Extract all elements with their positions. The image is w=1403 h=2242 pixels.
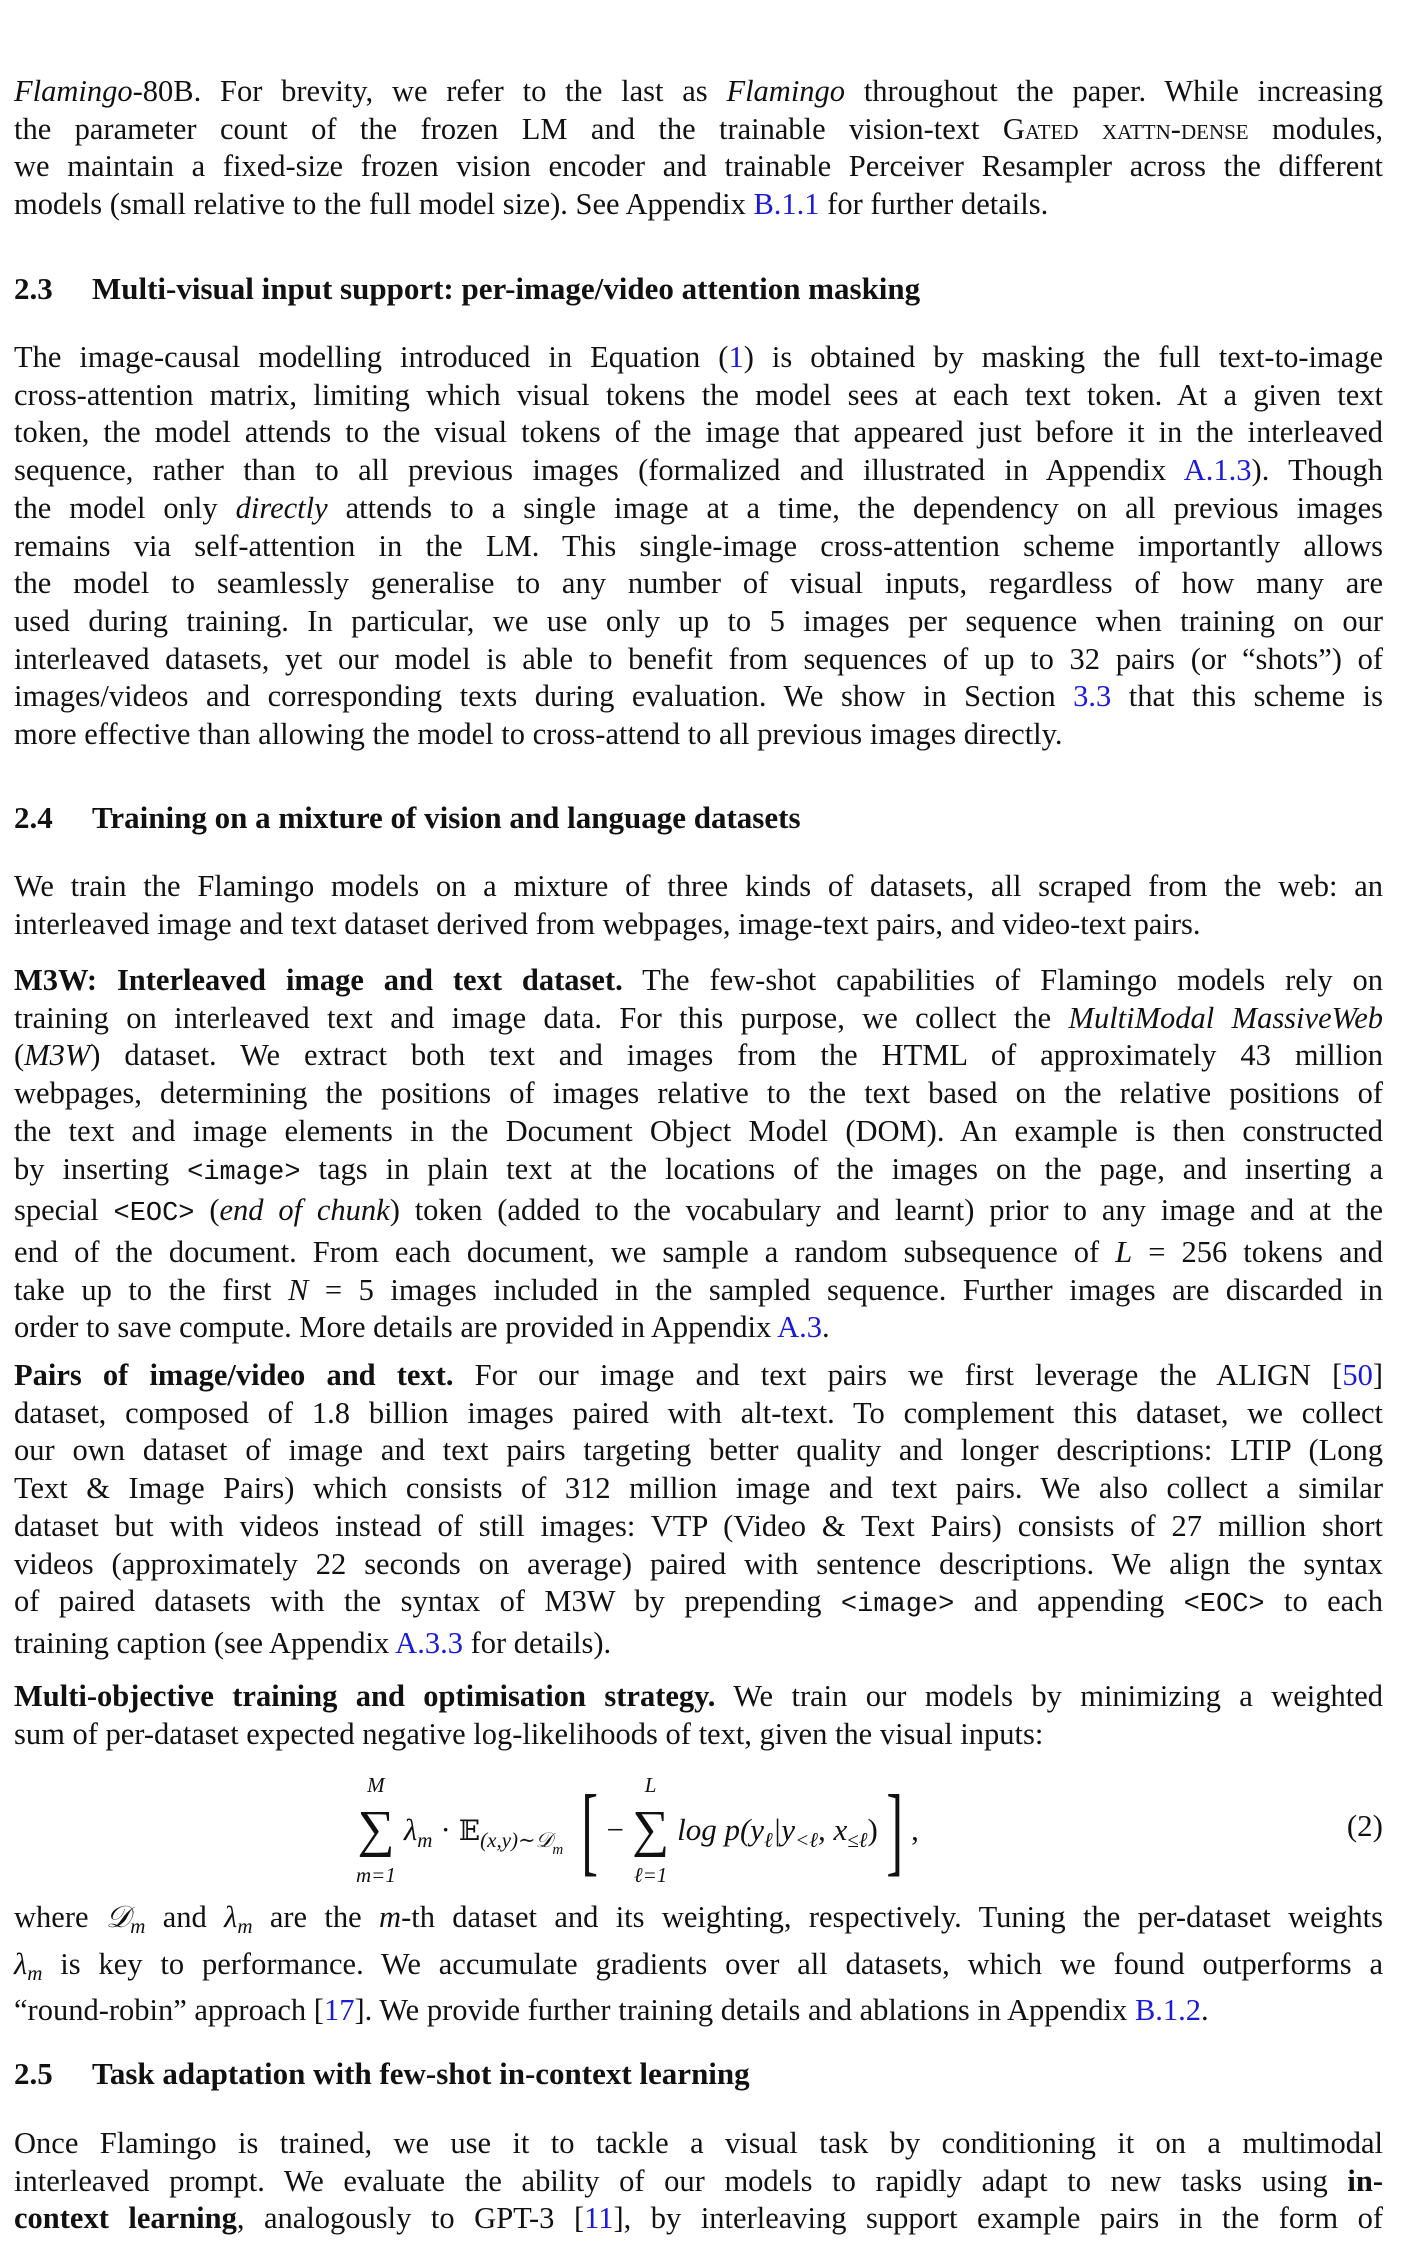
text-line bbox=[14, 1583, 1383, 1625]
text-run: . bbox=[822, 1310, 830, 1345]
text-run: dataset but with videos instead of still images: VTP (Video & Text Pairs) consists of 27 million short bbox=[14, 1508, 1383, 1543]
eq-body: , x bbox=[817, 1812, 848, 1847]
section-number: 2.4 bbox=[14, 800, 53, 835]
text-line bbox=[14, 1992, 1383, 2030]
text-run: training caption (see Appendix bbox=[14, 1625, 396, 1660]
reference-link[interactable]: 11 bbox=[584, 2201, 614, 2236]
paragraph-where bbox=[14, 1899, 1383, 2030]
text-line bbox=[14, 339, 1383, 377]
small-caps-text: Gated xattn-dense bbox=[1002, 111, 1249, 146]
minus: − bbox=[606, 1812, 624, 1847]
lambda-sub: m bbox=[417, 1828, 433, 1852]
text-line bbox=[14, 1625, 1383, 1663]
math-symbol: λ bbox=[14, 1946, 28, 1981]
math-symbol: λ bbox=[224, 1900, 238, 1934]
text-run: models (small relative to the full model size). See Appendix bbox=[14, 187, 754, 222]
text-line bbox=[14, 2163, 1383, 2201]
bold-run-in-heading: in- bbox=[1347, 2163, 1383, 2198]
reference-link[interactable]: B.1.1 bbox=[753, 187, 820, 222]
text-run: We train our models by minimizing a weighted bbox=[715, 1679, 1383, 1713]
text-line bbox=[14, 1357, 1383, 1395]
comma: , bbox=[911, 1812, 919, 1847]
sigma-symbol: ∑ bbox=[632, 1801, 670, 1858]
text-run: ) is obtained by masking the full text-to-image bbox=[743, 340, 1383, 374]
text-line bbox=[14, 111, 1383, 149]
section-heading-2-4 bbox=[14, 800, 801, 836]
text-run: ] bbox=[1372, 1358, 1384, 1392]
italic-text: M3W bbox=[24, 1038, 91, 1073]
text-line bbox=[14, 73, 1383, 111]
text-line bbox=[14, 716, 1383, 754]
text-line bbox=[14, 1432, 1383, 1470]
paragraph-m3w bbox=[14, 962, 1383, 1347]
text-run: We train the Flamingo models on a mixture of three kinds of datasets, all scraped from the web: an bbox=[14, 869, 1383, 903]
equation-number: (2) bbox=[1346, 1808, 1383, 1843]
text-run: that this scheme is bbox=[1111, 679, 1383, 714]
italic-text: Flamingo bbox=[14, 74, 133, 108]
text-run: “round-robin” approach [ bbox=[14, 1993, 324, 2028]
text-run: ) dataset. We extract both text and images from the HTML of approximately 43 million bbox=[90, 1038, 1383, 1073]
text-run: The image-causal modelling introduced in Equation ( bbox=[14, 340, 729, 374]
text-run: videos (approximately 22 seconds on average) paired with sentence descriptions. We align the syntax bbox=[14, 1546, 1383, 1581]
italic-text: end of chunk bbox=[219, 1193, 390, 1228]
text-line bbox=[14, 1546, 1383, 1584]
text-line bbox=[14, 2200, 1383, 2238]
text-run: attends to a single image at a time, the dependency on all previous images bbox=[327, 490, 1383, 525]
paragraph-datasets-intro bbox=[14, 868, 1383, 943]
text-run: special bbox=[14, 1193, 114, 1228]
text-line bbox=[14, 490, 1383, 528]
text-run: the parameter count of the frozen LM and the trainable vision-text bbox=[14, 111, 1003, 146]
text-run: token, the model attends to the visual tokens of the image that appeared just before it in the interleaved bbox=[14, 415, 1383, 450]
reference-link[interactable]: A.1.3 bbox=[1183, 453, 1252, 488]
text-run: for details). bbox=[462, 1625, 612, 1660]
text-run: remains via self-attention in the LM. This single-image cross-attention scheme importantly allows bbox=[14, 528, 1383, 563]
reference-link[interactable]: 3.3 bbox=[1073, 679, 1112, 714]
text-line bbox=[14, 414, 1383, 452]
text-run: dataset, composed of 1.8 billion images paired with alt-text. To complement this dataset, we collect bbox=[14, 1395, 1383, 1430]
text-line bbox=[14, 641, 1383, 679]
text-run: where bbox=[14, 1900, 106, 1934]
text-run: ) token (added to the vocabulary and learnt) prior to any image and at the bbox=[389, 1193, 1383, 1228]
text-run: interleaved image and text dataset derived from webpages, image-text pairs, and video-text pairs. bbox=[14, 906, 1201, 941]
math-symbol: N bbox=[288, 1272, 309, 1307]
text-run: ( bbox=[194, 1193, 220, 1228]
text-run: our own dataset of image and text pairs targeting better quality and longer descriptions: LTIP (Long bbox=[14, 1433, 1383, 1468]
text-run: -80B. For brevity, we refer to the last as bbox=[132, 74, 727, 108]
text-run: more effective than allowing the model to cross-attend to all previous images directly. bbox=[14, 717, 1063, 752]
section-title: Multi-visual input support: per-image/video attention masking bbox=[92, 271, 921, 306]
text-run: we maintain a fixed-size frozen vision encoder and trainable Perceiver Resampler across the different bbox=[14, 149, 1383, 184]
math-subscript: m bbox=[130, 1914, 146, 1938]
reference-link[interactable]: B.1.2 bbox=[1134, 1993, 1202, 2028]
paragraph-attention-masking bbox=[14, 339, 1383, 754]
paragraph-pairs bbox=[14, 1357, 1383, 1663]
text-line bbox=[14, 906, 1383, 944]
text-line bbox=[14, 186, 1383, 224]
text-run: order to save compute. More details are provided in Appendix bbox=[14, 1310, 778, 1345]
section-title: Task adaptation with few-shot in-context learning bbox=[92, 2056, 750, 2091]
text-run: the model only bbox=[14, 490, 236, 525]
text-line bbox=[14, 1234, 1383, 1272]
text-run: training on interleaved text and image data. For this purpose, we collect the bbox=[14, 1000, 1069, 1035]
text-line bbox=[14, 1309, 1383, 1347]
paragraph-model-scaling bbox=[14, 73, 1383, 224]
right-bracket: ] bbox=[886, 1774, 903, 1885]
expectation: 𝔼 bbox=[458, 1813, 481, 1847]
expectation-sub: (x,y)∼𝒟 bbox=[480, 1828, 553, 1852]
text-run: ). Though bbox=[1251, 453, 1383, 488]
text-run: webpages, determining the positions of images relative to the text based on the relative positions of bbox=[14, 1076, 1383, 1111]
text-line bbox=[14, 1075, 1383, 1113]
italic-text: directly bbox=[235, 490, 328, 525]
text-line bbox=[14, 678, 1383, 716]
section-heading-2-5 bbox=[14, 2056, 750, 2092]
text-run: ( bbox=[14, 1038, 25, 1073]
reference-link[interactable]: 1 bbox=[728, 340, 744, 374]
text-line bbox=[14, 528, 1383, 566]
text-run: , analogously to GPT-3 [ bbox=[236, 2201, 585, 2236]
text-run: interleaved prompt. We evaluate the ability of our models to rapidly adapt to new tasks using bbox=[14, 2163, 1348, 2198]
text-run: sequence, rather than to all previous images (formalized and illustrated in Appendix bbox=[14, 453, 1184, 488]
text-line bbox=[14, 1470, 1383, 1508]
text-run: Text & Image Pairs) which consists of 312 million image and text pairs. We also collect a similar bbox=[14, 1471, 1383, 1506]
outer-sum bbox=[356, 1773, 396, 1887]
text-run: images/videos and corresponding texts during evaluation. We show in Section bbox=[14, 679, 1074, 714]
math-symbol: 𝒟 bbox=[105, 1900, 131, 1934]
text-line bbox=[14, 1395, 1383, 1433]
left-bracket: [ bbox=[581, 1774, 599, 1885]
eq-body: |y bbox=[772, 1812, 796, 1847]
text-run: . bbox=[1201, 1993, 1209, 2028]
text-line bbox=[14, 868, 1383, 906]
section-number: 2.5 bbox=[14, 2056, 53, 2091]
eq-sub: <ℓ bbox=[795, 1828, 818, 1852]
paragraph-task-adaptation bbox=[14, 2125, 1383, 2238]
reference-link[interactable]: 17 bbox=[323, 1993, 355, 2028]
text-line bbox=[14, 452, 1383, 490]
bold-run-in-heading: M3W: Interleaved image and text dataset. bbox=[14, 963, 623, 997]
dot: · bbox=[440, 1812, 451, 1847]
text-line bbox=[14, 1946, 1383, 1993]
text-run: of paired datasets with the syntax of M3W by prepending bbox=[14, 1584, 841, 1619]
math-subscript: m bbox=[237, 1914, 253, 1938]
text-run: and appending bbox=[954, 1584, 1184, 1619]
text-line bbox=[14, 148, 1383, 186]
text-line bbox=[14, 377, 1383, 415]
paragraph-multi-objective bbox=[14, 1678, 1383, 1753]
text-run: interleaved datasets, yet our model is able to benefit from sequences of up to 32 pairs (or “shots”) of bbox=[14, 641, 1383, 676]
text-line bbox=[14, 1037, 1383, 1075]
text-line bbox=[14, 1899, 1383, 1946]
section-title: Training on a mixture of vision and language datasets bbox=[92, 800, 801, 835]
expectation-sub2: m bbox=[552, 1842, 564, 1858]
text-run: cross-attention matrix, limiting which visual tokens the model sees at each text token. At a given text bbox=[14, 377, 1383, 412]
inner-sum bbox=[632, 1773, 669, 1887]
eq-body: ) bbox=[867, 1812, 878, 1847]
text-run: modules, bbox=[1248, 111, 1383, 146]
reference-link[interactable]: A.3 bbox=[777, 1310, 823, 1345]
math-symbol: m bbox=[379, 1900, 402, 1934]
reference-link[interactable]: 50 bbox=[1342, 1358, 1373, 1392]
text-run: sum of per-dataset expected negative log-likelihoods of text, given the visual inputs: bbox=[14, 1716, 1044, 1751]
text-run: ], by interleaving support example pairs in the form of bbox=[613, 2201, 1383, 2236]
italic-text: MultiModal MassiveWeb bbox=[1068, 1000, 1383, 1035]
text-line bbox=[14, 1272, 1383, 1310]
text-line bbox=[14, 1192, 1383, 1234]
code-token: <EOC> bbox=[113, 1199, 195, 1230]
bold-run-in-heading: context learning bbox=[14, 2201, 237, 2236]
text-run: end of the document. From each document, we sample a random subsequence of bbox=[14, 1234, 1116, 1269]
text-run: = 256 tokens and bbox=[1132, 1234, 1383, 1269]
text-run: tags in plain text at the locations of the images on the page, and inserting a bbox=[300, 1151, 1383, 1186]
text-run: and bbox=[145, 1900, 225, 1934]
text-run: The few-shot capabilities of Flamingo models rely on bbox=[622, 963, 1383, 997]
text-run: are the bbox=[252, 1900, 380, 1934]
math-subscript: m bbox=[27, 1960, 43, 1985]
text-run: the text and image elements in the Document Object Model (DOM). An example is then constructed bbox=[14, 1113, 1383, 1148]
text-run: to each bbox=[1264, 1584, 1383, 1619]
bold-run-in-heading: Multi-objective training and optimisation strategy. bbox=[14, 1679, 716, 1713]
reference-link[interactable]: A.3.3 bbox=[395, 1625, 463, 1660]
text-line bbox=[14, 1678, 1383, 1716]
text-line bbox=[14, 2125, 1383, 2163]
sum-upper-limit: M bbox=[367, 1773, 385, 1797]
text-run: ]. We provide further training details and ablations in Appendix bbox=[354, 1993, 1135, 2028]
text-run: throughout the paper. While increasing bbox=[845, 74, 1383, 108]
eq-body: log p(y bbox=[677, 1812, 765, 1847]
text-run: the model to seamlessly generalise to any number of visual inputs, regardless of how many are bbox=[14, 566, 1383, 601]
text-line bbox=[14, 1716, 1383, 1754]
text-line bbox=[14, 1113, 1383, 1151]
text-line bbox=[14, 1151, 1383, 1193]
text-run: -th dataset and its weighting, respectively. Tuning the per-dataset weights bbox=[401, 1900, 1383, 1934]
code-token: <EOC> bbox=[1183, 1590, 1265, 1621]
text-run: is key to performance. We accumulate gradients over all datasets, which we found outperforms a bbox=[42, 1946, 1383, 1981]
text-line bbox=[14, 603, 1383, 641]
equation-2 bbox=[348, 1771, 919, 1889]
lambda: λ bbox=[403, 1812, 418, 1847]
text-line bbox=[14, 1508, 1383, 1546]
sum-lower-limit: m=1 bbox=[356, 1863, 396, 1887]
text-run: by inserting bbox=[14, 1151, 188, 1186]
text-run: Once Flamingo is trained, we use it to tackle a visual task by conditioning it on a multimodal bbox=[14, 2126, 1383, 2160]
italic-text: Flamingo bbox=[726, 74, 846, 108]
sum-upper-limit: L bbox=[644, 1773, 657, 1797]
section-heading-2-3 bbox=[14, 271, 920, 307]
section-number: 2.3 bbox=[14, 271, 53, 306]
code-token: <image> bbox=[187, 1157, 301, 1188]
text-line bbox=[14, 565, 1383, 603]
text-run: = 5 images included in the sampled sequence. Further images are discarded in bbox=[308, 1272, 1383, 1307]
sigma-symbol: ∑ bbox=[357, 1801, 395, 1858]
math-symbol: L bbox=[1115, 1234, 1133, 1269]
text-line bbox=[14, 1000, 1383, 1038]
code-token: <image> bbox=[840, 1590, 955, 1621]
eq-sub: ≤ℓ bbox=[847, 1828, 868, 1852]
text-run: For our image and text pairs we first leverage the ALIGN [ bbox=[453, 1358, 1343, 1392]
text-run: take up to the first bbox=[14, 1272, 289, 1307]
eq-sub: ℓ bbox=[764, 1828, 773, 1852]
sum-lower-limit: ℓ=1 bbox=[633, 1863, 668, 1887]
text-run: used during training. In particular, we use only up to 5 images per sequence when training on our bbox=[14, 603, 1383, 638]
text-line bbox=[14, 962, 1383, 1000]
text-run: for further details. bbox=[819, 187, 1049, 222]
bold-run-in-heading: Pairs of image/video and text. bbox=[14, 1358, 454, 1392]
